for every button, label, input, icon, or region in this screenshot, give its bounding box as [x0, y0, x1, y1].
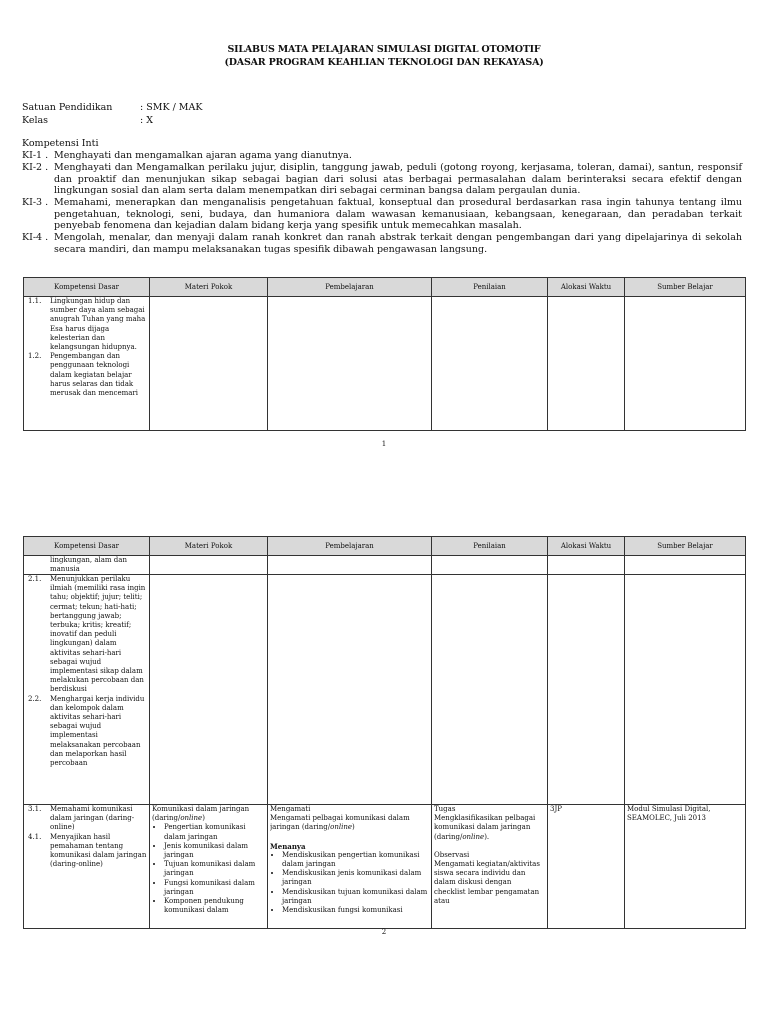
list-item: • Tujuan komunikasi dalam jaringan: [164, 860, 265, 878]
kd-text: Lingkungan hidup dan sumber daya alam sebagai anugrah Tuhan yang maha Esa harus dijaga kelesterian dan kelangsungan hidupnya.: [50, 297, 146, 352]
pembelajaran-cell: [268, 805, 432, 929]
kd-cell: [24, 805, 150, 929]
identity-value: : SMK / MAK: [140, 102, 203, 113]
penilaian-text-main: Mengklasifikasikan pelbagai komunikasi dalam jaringan (daring/: [434, 814, 536, 841]
header-pembelajaran: Pembelajaran: [268, 537, 432, 556]
header-penilaian: Penilaian: [432, 278, 548, 297]
document-page-2: [0, 490, 768, 1024]
ki-item: [22, 197, 742, 232]
kd-item: [26, 695, 147, 769]
penilaian-text: [434, 814, 545, 842]
syllabus-table-page-2: [23, 536, 746, 929]
alokasi-cell: [548, 297, 625, 431]
sumber-cell: [625, 575, 746, 805]
pembelajaran-list: [270, 851, 429, 915]
page-number: 2: [381, 928, 387, 936]
pembelajaran-heading: Mengamati: [270, 805, 311, 813]
alokasi-value: 3JP: [550, 805, 562, 813]
sumber-value: Modul Simulasi Digital, SEAMOLEC, Juli 2013: [627, 805, 711, 823]
header-materi-pokok: Materi Pokok: [150, 278, 268, 297]
list-item: • Pengertian komunikasi dalam jaringan: [164, 823, 265, 841]
header-sumber-belajar: Sumber Belajar: [625, 537, 746, 556]
penilaian-cell: [432, 805, 548, 929]
kd-number: 1.2.: [28, 352, 42, 361]
identity-row-school: [22, 102, 202, 113]
page-number: 1: [381, 440, 387, 448]
sumber-cell: [625, 556, 746, 575]
pembelajaran-text-close: ): [352, 823, 355, 832]
materi-title-emphasis: online: [180, 814, 203, 823]
ki-number: KI-4 .: [22, 232, 49, 243]
pembelajaran-cell: [268, 297, 432, 431]
materi-cell: [150, 297, 268, 431]
materi-title-close: ): [202, 814, 205, 823]
list-item: • Mendiskusikan fungsi komunikasi: [282, 906, 429, 915]
pembelajaran-cell: [268, 556, 432, 575]
kd-text: Memahami komunikasi dalam jaringan (daring-online): [50, 805, 135, 832]
header-sumber-belajar: Sumber Belajar: [625, 278, 746, 297]
ki-item: [22, 150, 742, 162]
document-page-1: [0, 0, 768, 466]
list-item: • Mendiskusikan pengertian komunikasi dalam jaringan: [282, 851, 429, 869]
ki-number: KI-1 .: [22, 150, 49, 161]
kd-cell: [24, 297, 150, 431]
alokasi-cell: [548, 805, 625, 929]
document-subtitle: (DASAR PROGRAM KEAHLIAN TEKNOLOGI DAN REKAYASA): [224, 57, 544, 68]
pembelajaran-text: [270, 814, 429, 832]
ki-number: KI-3 .: [22, 197, 49, 208]
kd-text: Menyajikan hasil pemahaman tentang komunikasi dalam jaringan (daring-online): [50, 832, 147, 869]
ki-text: Menghayati dan Mengamalkan perilaku jujur, disiplin, tanggung jawab, peduli (gotong royong, kerjasama, toleran, damai), santun, responsif dan proaktif dan menunjukan sikap sebagai bagian dari solusi atas berbagai permasalahan dalam berinteraksi secara efektif dengan lingkungan sosial dan alam serta dalam menempatkan diri sebagai cerminan bangsa dalam pergaulan dunia.: [54, 162, 742, 197]
materi-title: [152, 805, 265, 823]
materi-cell: [150, 556, 268, 575]
materi-title-text: Komunikasi dalam jaringan (daring/: [152, 805, 250, 823]
kd-item: [26, 833, 147, 870]
header-alokasi-waktu: Alokasi Waktu: [548, 278, 625, 297]
list-item: • Mendiskusikan tujuan komunikasi dalam jaringan: [282, 888, 429, 906]
identity-value: : X: [140, 115, 153, 126]
header-alokasi-waktu: Alokasi Waktu: [548, 537, 625, 556]
kd-number: 1.1.: [28, 297, 42, 305]
ki-item: [22, 232, 742, 255]
header-kompetensi-dasar: Kompetensi Dasar: [24, 537, 150, 556]
kd-text: Pengembangan dan penggunaan teknologi dalam kegiatan belajar harus selaras dan tidak merusak dan mencemari: [50, 352, 139, 398]
ki-heading: Kompetensi Inti: [22, 138, 99, 149]
kd-cell: [24, 575, 150, 805]
pembelajaran-subheading: Menanya: [270, 841, 306, 851]
document-title: SILABUS MATA PELAJARAN SIMULASI DIGITAL OTOMOTIF: [227, 44, 541, 55]
penilaian-cell: [432, 575, 548, 805]
alokasi-cell: [548, 556, 625, 575]
header-kompetensi-dasar: Kompetensi Dasar: [24, 278, 150, 297]
ki-text: Menghayati dan mengamalkan ajaran agama yang dianutnya.: [54, 150, 352, 161]
materi-cell: [150, 575, 268, 805]
page-gap: [0, 466, 768, 490]
sumber-cell: [625, 297, 746, 431]
materi-cell: [150, 805, 268, 929]
materi-list: [152, 823, 265, 915]
kd-text: Menghargai kerja individu dan kelompok dalam aktivitas sehari-hari sebagai wujud implementasi melaksanakan percobaan dan melaporkan hasil percobaan: [50, 694, 145, 768]
header-materi-pokok: Materi Pokok: [150, 537, 268, 556]
list-item: • Jenis komunikasi dalam jaringan: [164, 842, 265, 860]
penilaian-text-emphasis: online: [462, 832, 485, 841]
penilaian-heading: Tugas: [434, 805, 456, 813]
identity-row-class: [22, 115, 153, 126]
pembelajaran-text-emphasis: online: [330, 823, 353, 832]
identity-label: Satuan Pendidikan: [22, 102, 113, 113]
penilaian-cell: [432, 556, 548, 575]
kd-number: 2.2.: [28, 694, 42, 703]
ki-text: Memahami, menerapkan dan menganalisis pengetahuan faktual, konseptual dan prosedural berdasarkan rasa ingin tahunya tentang ilmu pengetahuan, teknologi, seni, budaya, dan humaniora dalam wawasan kemanusiaan, kebangsaan, kenegaraan, dan peradaban terkait penyebab fenomena dan kejadian dalam bidang kerja yang spesifik untuk memecahkan masalah.: [54, 197, 742, 232]
kd-item: [26, 352, 147, 398]
kd-number: 2.1.: [28, 575, 42, 583]
kd-text: Menunjukkan perilaku ilmiah (memiliki rasa ingin tahu; objektif; jujur; teliti; cermat; tekun; hati-hati; bertanggung jawab; terbuka; kritis; kreatif; inovatif dan peduli lingkungan) dalam aktivitas sehari-hari sebagai wujud implementasi sikap dalam melakukan percobaan dan berdiskusi: [50, 575, 146, 694]
syllabus-table-page-1: [23, 277, 746, 431]
kd-cell: [24, 556, 150, 575]
header-pembelajaran: Pembelajaran: [268, 278, 432, 297]
kd-number: 3.1.: [28, 805, 42, 813]
ki-item: [22, 162, 742, 197]
list-item: • Mendiskusikan jenis komunikasi dalam jaringan: [282, 869, 429, 887]
alokasi-cell: [548, 575, 625, 805]
spacer: [434, 842, 545, 851]
penilaian-text-close: ).: [484, 832, 490, 841]
sumber-cell: [625, 805, 746, 929]
list-item: • Komponen pendukung komunikasi dalam: [164, 897, 265, 915]
penilaian-subheading: Observasi: [434, 850, 470, 859]
kd-number: 4.1.: [28, 832, 42, 841]
pembelajaran-text-main: Mengamati pelbagai komunikasi dalam jaringan (daring/: [270, 814, 410, 832]
penilaian-text-2: Mengamati kegiatan/aktivitas siswa secara individu dan dalam diskusi dengan checklist lembar pengamatan atau: [434, 860, 540, 905]
ki-text: Mengolah, menalar, dan menyaji dalam ranah konkret dan ranah abstrak terkait dengan pengembangan dari yang dipelajarinya di sekolah secara mandiri, dan mampu melaksanakan tugas spesifik dibawah pengawasan langsung.: [54, 232, 742, 255]
kd-continuation: lingkungan, alam dan manusia: [50, 556, 127, 574]
kd-item: [26, 805, 147, 833]
penilaian-cell: [432, 297, 548, 431]
ki-number: KI-2 .: [22, 162, 49, 173]
header-penilaian: Penilaian: [432, 537, 548, 556]
kd-item: [26, 297, 147, 352]
spacer: [270, 833, 429, 842]
list-item: • Fungsi komunikasi dalam jaringan: [164, 879, 265, 897]
identity-label: Kelas: [22, 115, 49, 126]
kd-item: [26, 575, 147, 695]
pembelajaran-cell: [268, 575, 432, 805]
